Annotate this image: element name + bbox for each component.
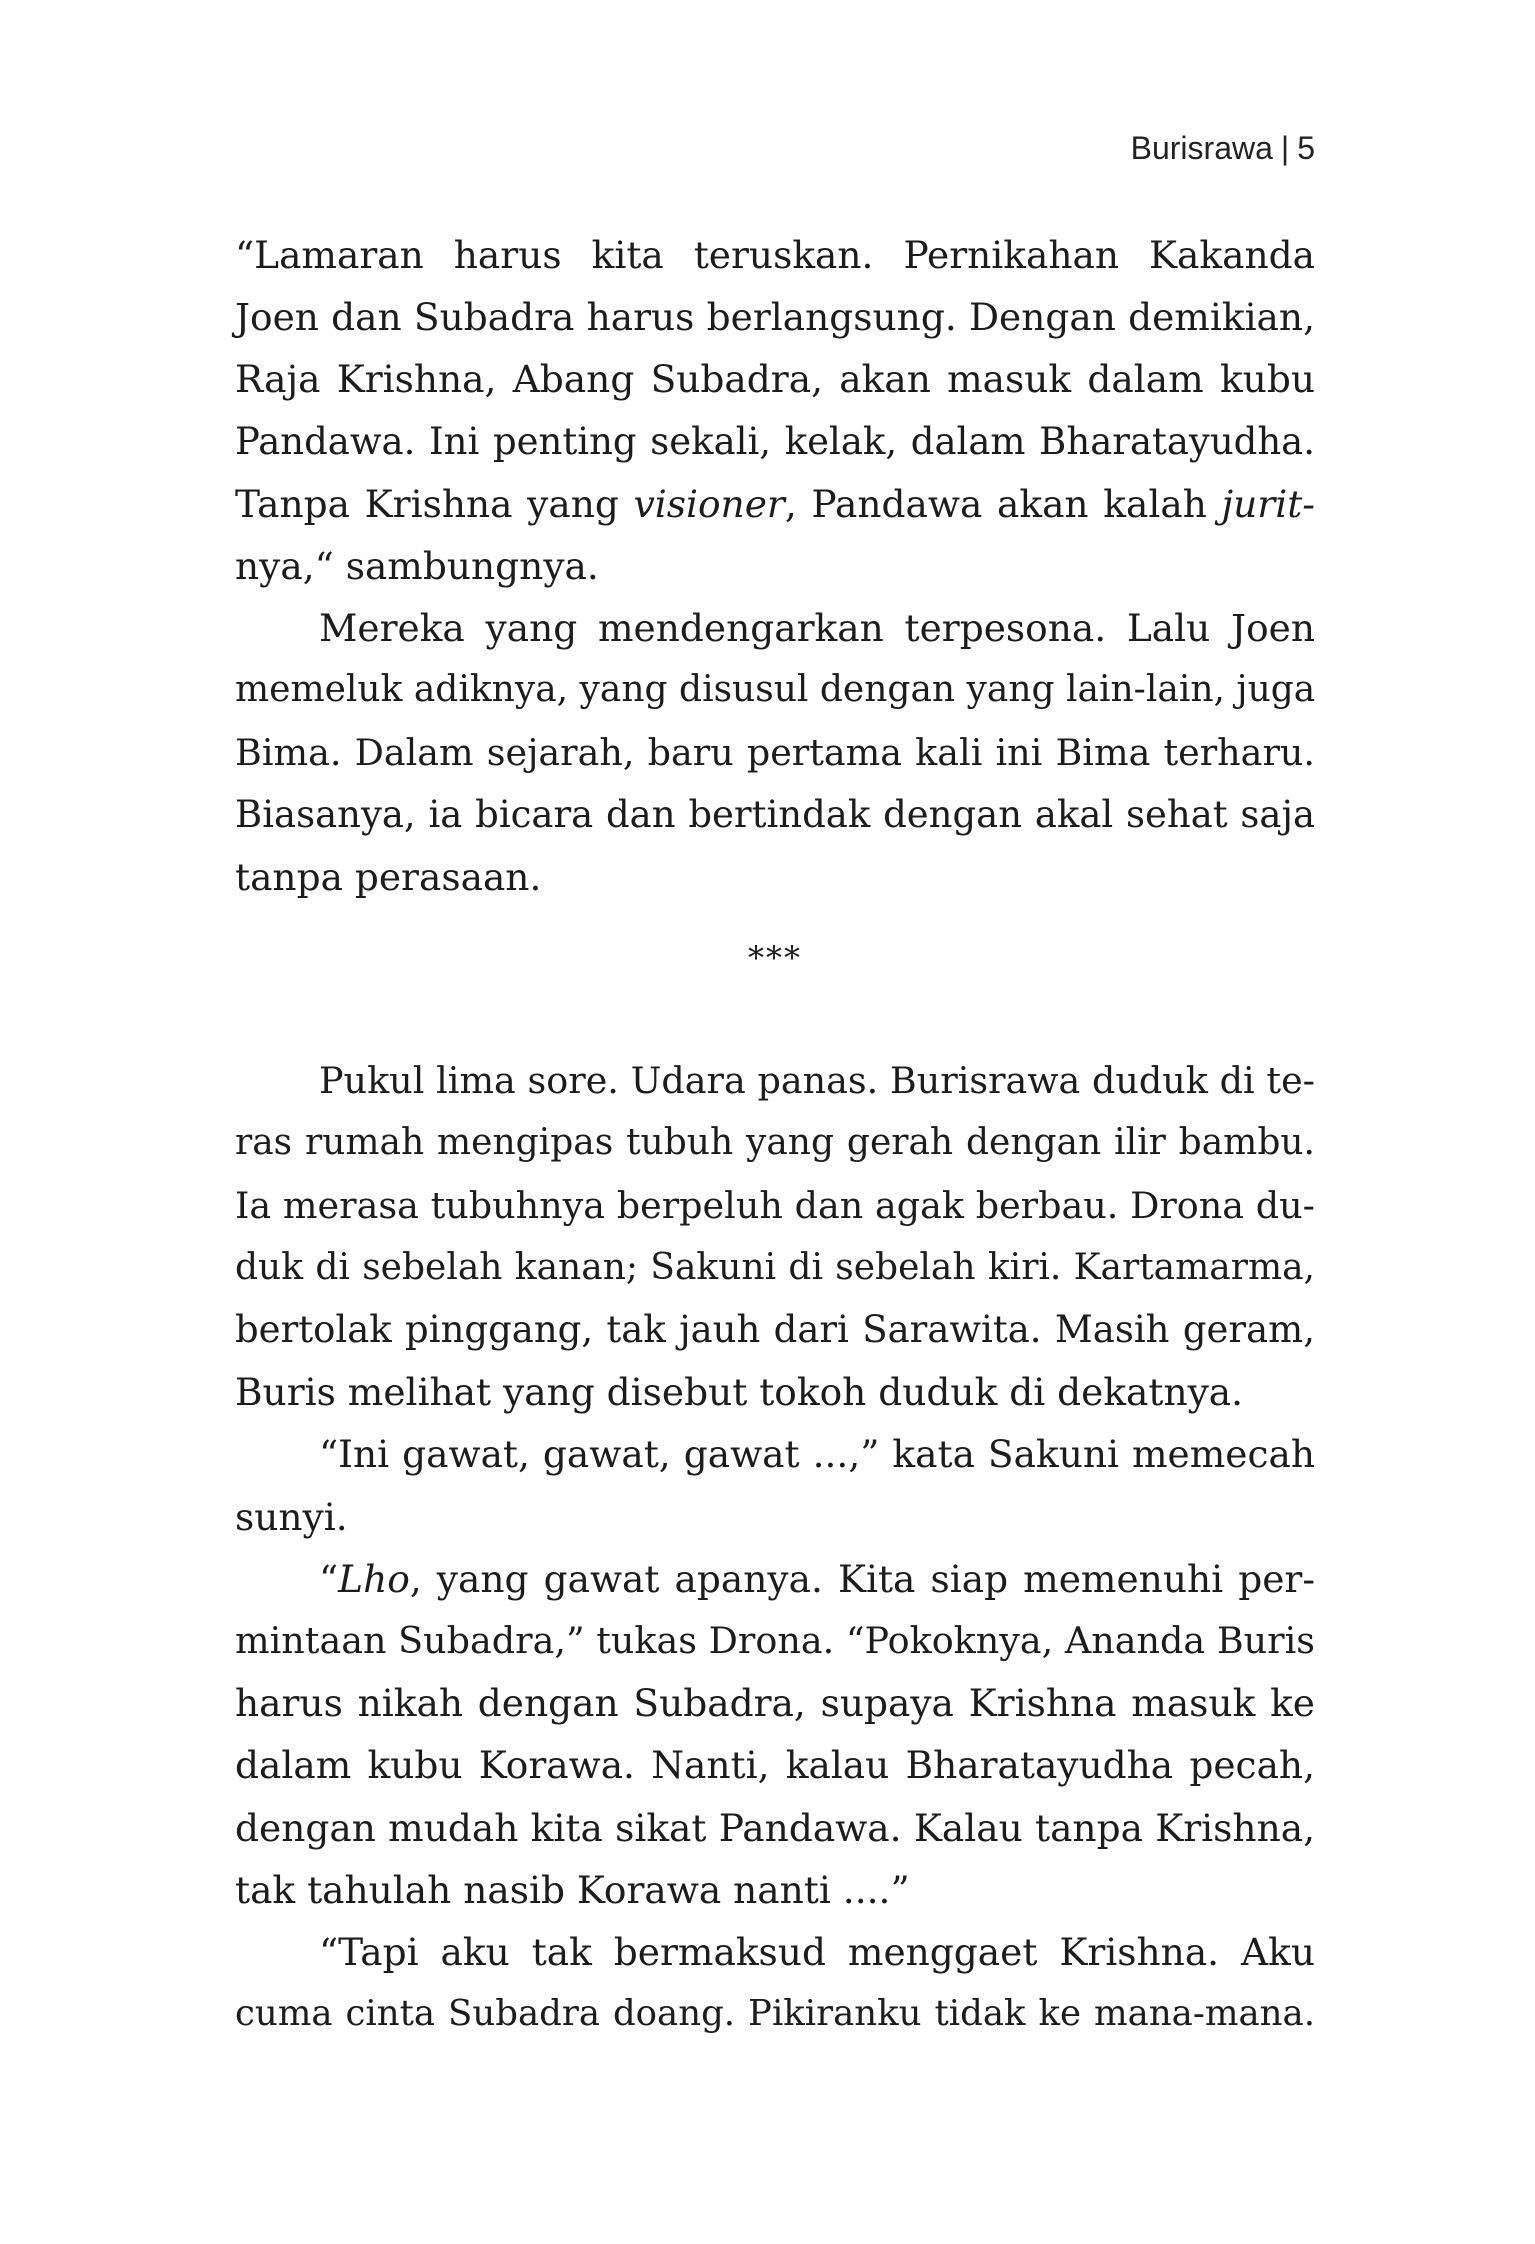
body-text <box>235 224 1315 2045</box>
text-segment: “ <box>319 1556 339 1601</box>
paragraph <box>235 1921 1315 2045</box>
text-line: tak tahulah nasib Korawa nanti ....” <box>235 1867 910 1912</box>
text-line: “Ini gawat, gawat, gawat ...,” kata Sakuni memecah <box>319 1432 1315 1477</box>
text-line: sunyi. <box>235 1494 348 1539</box>
paragraph <box>235 1050 1315 1423</box>
text-line: Pukul lima sore. Udara panas. Burisrawa duduk di te- <box>319 1059 1315 1103</box>
text-line: bertolak pinggang, tak jauh dari Sarawita. Masih geram, <box>235 1308 1315 1352</box>
text-line: Bima. Dalam sejarah, baru pertama kali ini Bima terharu. <box>235 730 1315 774</box>
page-number: 5 <box>1297 130 1315 166</box>
paragraph <box>235 224 1315 597</box>
text-line: dengan mudah kita sikat Pandawa. Kalau tanpa Krishna, <box>235 1805 1315 1850</box>
text-line: “Lamaran harus kita teruskan. Pernikahan Kakanda <box>235 233 1315 277</box>
text-segment: , yang gawat apanya. Kita siap memenuhi per- <box>409 1556 1315 1601</box>
text-line: Buris melihat yang disebut tokoh duduk di dekatnya. <box>235 1370 1244 1415</box>
text-line: Raja Krishna, Abang Subadra, akan masuk dalam kubu <box>235 357 1315 402</box>
text-line <box>235 1548 1315 1610</box>
paragraph <box>235 597 1315 908</box>
text-line: nya,“ sambungnya. <box>235 544 599 589</box>
text-line: Biasanya, ia bicara dan bertindak dengan akal sehat saja <box>235 792 1315 836</box>
text-line: harus nikah dengan Subadra, supaya Krishna masuk ke <box>235 1681 1315 1726</box>
paragraph <box>235 1423 1315 1547</box>
text-line <box>235 473 1315 535</box>
running-header <box>1131 128 1315 168</box>
italic-term: Lho <box>338 1556 410 1601</box>
text-line: tanpa perasaan. <box>235 855 542 900</box>
text-line: cuma cinta Subadra doang. Pikiranku tidak ke mana-mana. <box>235 1993 1315 2035</box>
text-line: mintaan Subadra,” tukas Drona. “Pokoknya, Ananda Buris <box>235 1619 1315 1663</box>
text-line: ras rumah mengipas tubuh yang gerah dengan ilir bambu. <box>235 1122 1315 1164</box>
text-segment: , Pandawa akan kalah <box>784 481 1222 526</box>
italic-term: jurit- <box>1221 481 1315 526</box>
text-line: Pandawa. Ini penting sekali, kelak, dalam Bharatayudha. <box>235 419 1315 463</box>
text-line: Ia merasa tubuhnya berpeluh dan agak berbau. Drona du- <box>235 1183 1315 1227</box>
text-line: dalam kubu Korawa. Nanti, kalau Bharatayudha pecah, <box>235 1743 1315 1788</box>
running-header-title: Burisrawa <box>1130 130 1273 166</box>
text-line: Mereka yang mendengarkan terpesona. Lalu Joen <box>319 606 1315 651</box>
text-line: duk di sebelah kanan; Sakuni di sebelah kiri. Kartamarma, <box>235 1246 1315 1288</box>
italic-term: visioner <box>633 481 785 526</box>
paragraph <box>235 1548 1315 1921</box>
text-line: memeluk adiknya, yang disusul dengan yang lain-lain, juga <box>235 669 1316 711</box>
running-header-separator: | <box>1280 130 1290 166</box>
text-line: “Tapi aku tak bermaksud menggaet Krishna. Aku <box>319 1930 1315 1975</box>
text-segment: Tanpa Krishna yang <box>235 481 634 526</box>
text-line: Joen dan Subadra harus berlangsung. Dengan demikian, <box>235 295 1315 340</box>
scene-break: *** <box>748 939 802 978</box>
